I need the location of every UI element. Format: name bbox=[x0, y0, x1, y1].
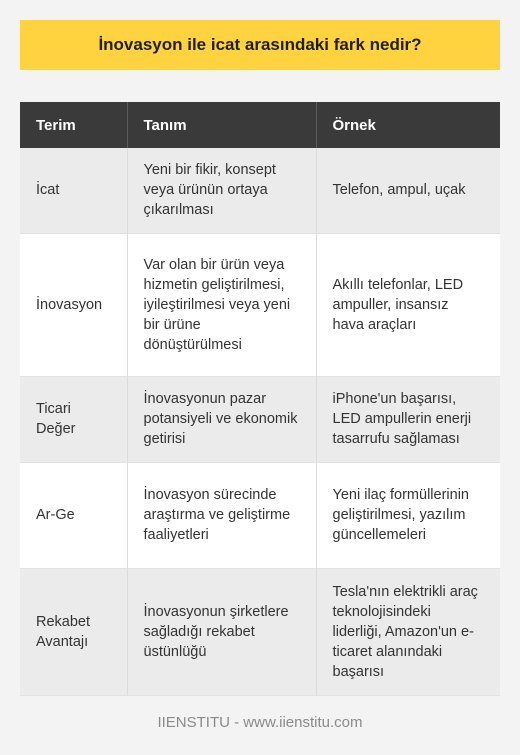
example-cell: Telefon, ampul, uçak bbox=[316, 148, 500, 233]
footer-credit: IIENSTITU - www.iienstitu.com bbox=[157, 714, 363, 731]
example-cell: Tesla'nın elektrikli araç teknolojisindeki liderliği, Amazon'un e-ticaret alanındaki başarısı bbox=[316, 568, 500, 695]
page-title: İnovasyon ile icat arasındaki fark nedir? bbox=[20, 20, 500, 70]
definition-cell: İnovasyonun pazar potansiyeli ve ekonomik getirisi bbox=[127, 376, 316, 462]
definition-cell: Yeni bir fikir, konsept veya ürünün ortaya çıkarılması bbox=[127, 148, 316, 233]
table-row bbox=[20, 233, 500, 376]
column-header-term: Terim bbox=[20, 102, 127, 148]
term-cell: Rekabet Avantajı bbox=[20, 568, 127, 695]
table-row bbox=[20, 376, 500, 462]
definition-cell: Var olan bir ürün veya hizmetin geliştirilmesi, iyileştirilmesi veya yeni bir ürüne dönüştürülmesi bbox=[127, 233, 316, 376]
table-row bbox=[20, 148, 500, 233]
term-cell: Ticari Değer bbox=[20, 376, 127, 462]
example-cell: Yeni ilaç formüllerinin geliştirilmesi, yazılım güncellemeleri bbox=[316, 462, 500, 568]
example-cell: iPhone'un başarısı, LED ampullerin enerji tasarrufu sağlaması bbox=[316, 376, 500, 462]
table-row bbox=[20, 568, 500, 695]
term-cell: İcat bbox=[20, 148, 127, 233]
example-cell: Akıllı telefonlar, LED ampuller, insansız hava araçları bbox=[316, 233, 500, 376]
term-cell: İnovasyon bbox=[20, 233, 127, 376]
term-cell: Ar-Ge bbox=[20, 462, 127, 568]
table-row bbox=[20, 462, 500, 568]
column-header-definition: Tanım bbox=[127, 102, 316, 148]
definition-cell: İnovasyonun şirketlere sağladığı rekabet üstünlüğü bbox=[127, 568, 316, 695]
definition-cell: İnovasyon sürecinde araştırma ve geliştirme faaliyetleri bbox=[127, 462, 316, 568]
column-header-example: Örnek bbox=[316, 102, 500, 148]
table-header-row bbox=[20, 102, 500, 148]
comparison-table bbox=[20, 102, 500, 696]
